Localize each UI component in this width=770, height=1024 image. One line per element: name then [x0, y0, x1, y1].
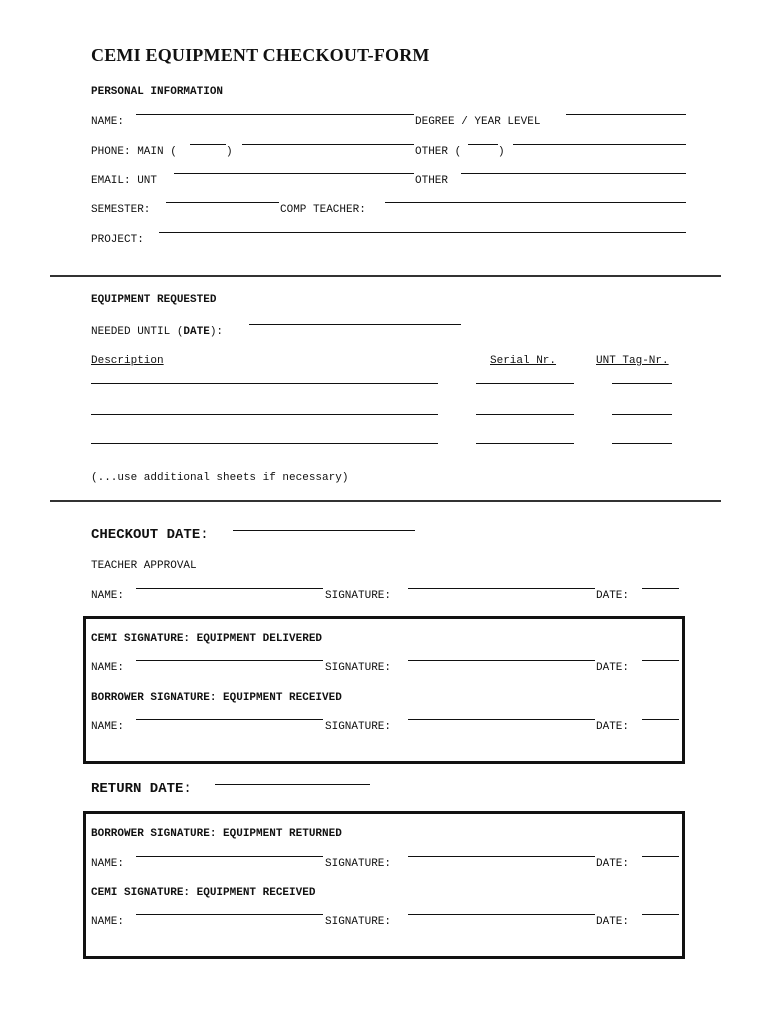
checkout-date-text: CHECKOUT DATE	[91, 527, 201, 543]
phone-main-field[interactable]	[242, 144, 414, 145]
borrower-received-date-field[interactable]	[642, 719, 679, 720]
teacher-approval-heading: TEACHER APPROVAL	[91, 560, 197, 572]
cemi-received-signature-field[interactable]	[408, 914, 595, 915]
tag-column-header: UNT Tag-Nr.	[596, 355, 669, 367]
phone-other-field[interactable]	[513, 144, 686, 145]
comp-teacher-label: COMP TEACHER:	[280, 204, 366, 216]
description-column-header: Description	[91, 355, 164, 367]
borrower-received-date-label: DATE:	[596, 721, 630, 733]
name-label: NAME:	[91, 116, 125, 128]
teacher-name-field[interactable]	[136, 588, 323, 589]
cemi-delivered-signature-label: SIGNATURE:	[325, 662, 392, 674]
additional-sheets-note: (...use additional sheets if necessary)	[91, 472, 349, 484]
equipment-heading: EQUIPMENT REQUESTED	[91, 294, 217, 306]
borrower-received-heading: BORROWER SIGNATURE: EQUIPMENT RECEIVED	[91, 692, 342, 704]
needed-until-prefix: NEEDED UNTIL (	[91, 326, 184, 338]
checkout-date-colon: :	[200, 527, 209, 543]
section-divider	[50, 275, 721, 277]
email-unt-label: EMAIL: UNT	[91, 175, 158, 187]
cemi-received-signature-label: SIGNATURE:	[325, 916, 392, 928]
tag-field-3[interactable]	[612, 443, 672, 444]
serial-field-3[interactable]	[476, 443, 574, 444]
semester-label: SEMESTER:	[91, 204, 151, 216]
phone-other-label: OTHER (	[415, 146, 462, 158]
checkout-date-field[interactable]	[233, 530, 415, 531]
email-other-label: OTHER	[415, 175, 449, 187]
cemi-received-name-label: NAME:	[91, 916, 125, 928]
teacher-signature-field[interactable]	[408, 588, 595, 589]
cemi-delivered-date-label: DATE:	[596, 662, 630, 674]
phone-main-close: )	[226, 146, 233, 158]
return-date-colon: :	[183, 781, 192, 797]
tag-field-2[interactable]	[612, 414, 672, 415]
personal-info-heading: PERSONAL INFORMATION	[91, 86, 224, 98]
cemi-received-date-label: DATE:	[596, 916, 630, 928]
semester-field[interactable]	[166, 202, 279, 203]
borrower-returned-signature-field[interactable]	[408, 856, 595, 857]
borrower-received-signature-field[interactable]	[408, 719, 595, 720]
needed-until-suffix: ):	[209, 326, 224, 338]
tag-field-1[interactable]	[612, 383, 672, 384]
borrower-received-name-label: NAME:	[91, 721, 125, 733]
borrower-received-name-field[interactable]	[136, 719, 323, 720]
phone-main-area-field[interactable]	[190, 144, 226, 145]
borrower-returned-date-label: DATE:	[596, 858, 630, 870]
return-date-field[interactable]	[215, 784, 370, 785]
email-unt-field[interactable]	[174, 173, 414, 174]
borrower-received-signature-label: SIGNATURE:	[325, 721, 392, 733]
cemi-delivered-heading: CEMI SIGNATURE: EQUIPMENT DELIVERED	[91, 633, 323, 645]
email-other-field[interactable]	[461, 173, 686, 174]
cemi-received-name-field[interactable]	[136, 914, 323, 915]
needed-until-field[interactable]	[249, 324, 461, 325]
needed-until-date-word: DATE	[183, 326, 210, 338]
serial-field-2[interactable]	[476, 414, 574, 415]
cemi-delivered-date-field[interactable]	[642, 660, 679, 661]
teacher-name-label: NAME:	[91, 590, 125, 602]
needed-until-label	[91, 326, 223, 338]
description-field-2[interactable]	[91, 414, 438, 415]
form-title: CEMI EQUIPMENT CHECKOUT-FORM	[91, 45, 430, 65]
teacher-signature-label: SIGNATURE:	[325, 590, 392, 602]
degree-label: DEGREE / YEAR LEVEL	[415, 116, 541, 128]
description-field-3[interactable]	[91, 443, 438, 444]
return-date-label	[91, 781, 192, 797]
section-divider	[50, 500, 721, 502]
cemi-received-date-field[interactable]	[642, 914, 679, 915]
serial-field-1[interactable]	[476, 383, 574, 384]
borrower-returned-date-field[interactable]	[642, 856, 679, 857]
cemi-delivered-name-field[interactable]	[136, 660, 323, 661]
name-field[interactable]	[136, 114, 414, 115]
return-date-text: RETURN DATE	[91, 781, 184, 797]
borrower-returned-signature-label: SIGNATURE:	[325, 858, 392, 870]
borrower-returned-name-label: NAME:	[91, 858, 125, 870]
teacher-date-label: DATE:	[596, 590, 630, 602]
project-label: PROJECT:	[91, 234, 144, 246]
cemi-delivered-name-label: NAME:	[91, 662, 125, 674]
phone-other-area-field[interactable]	[468, 144, 498, 145]
degree-field[interactable]	[566, 114, 686, 115]
phone-other-close: )	[498, 146, 505, 158]
project-field[interactable]	[159, 232, 686, 233]
description-field-1[interactable]	[91, 383, 438, 384]
comp-teacher-field[interactable]	[385, 202, 686, 203]
borrower-returned-name-field[interactable]	[136, 856, 323, 857]
checkout-date-label	[91, 527, 209, 543]
phone-main-label: PHONE: MAIN (	[91, 146, 177, 158]
teacher-date-field[interactable]	[642, 588, 679, 589]
cemi-delivered-signature-field[interactable]	[408, 660, 595, 661]
serial-column-header: Serial Nr.	[490, 355, 557, 367]
cemi-received-heading: CEMI SIGNATURE: EQUIPMENT RECEIVED	[91, 887, 316, 899]
borrower-returned-heading: BORROWER SIGNATURE: EQUIPMENT RETURNED	[91, 828, 342, 840]
